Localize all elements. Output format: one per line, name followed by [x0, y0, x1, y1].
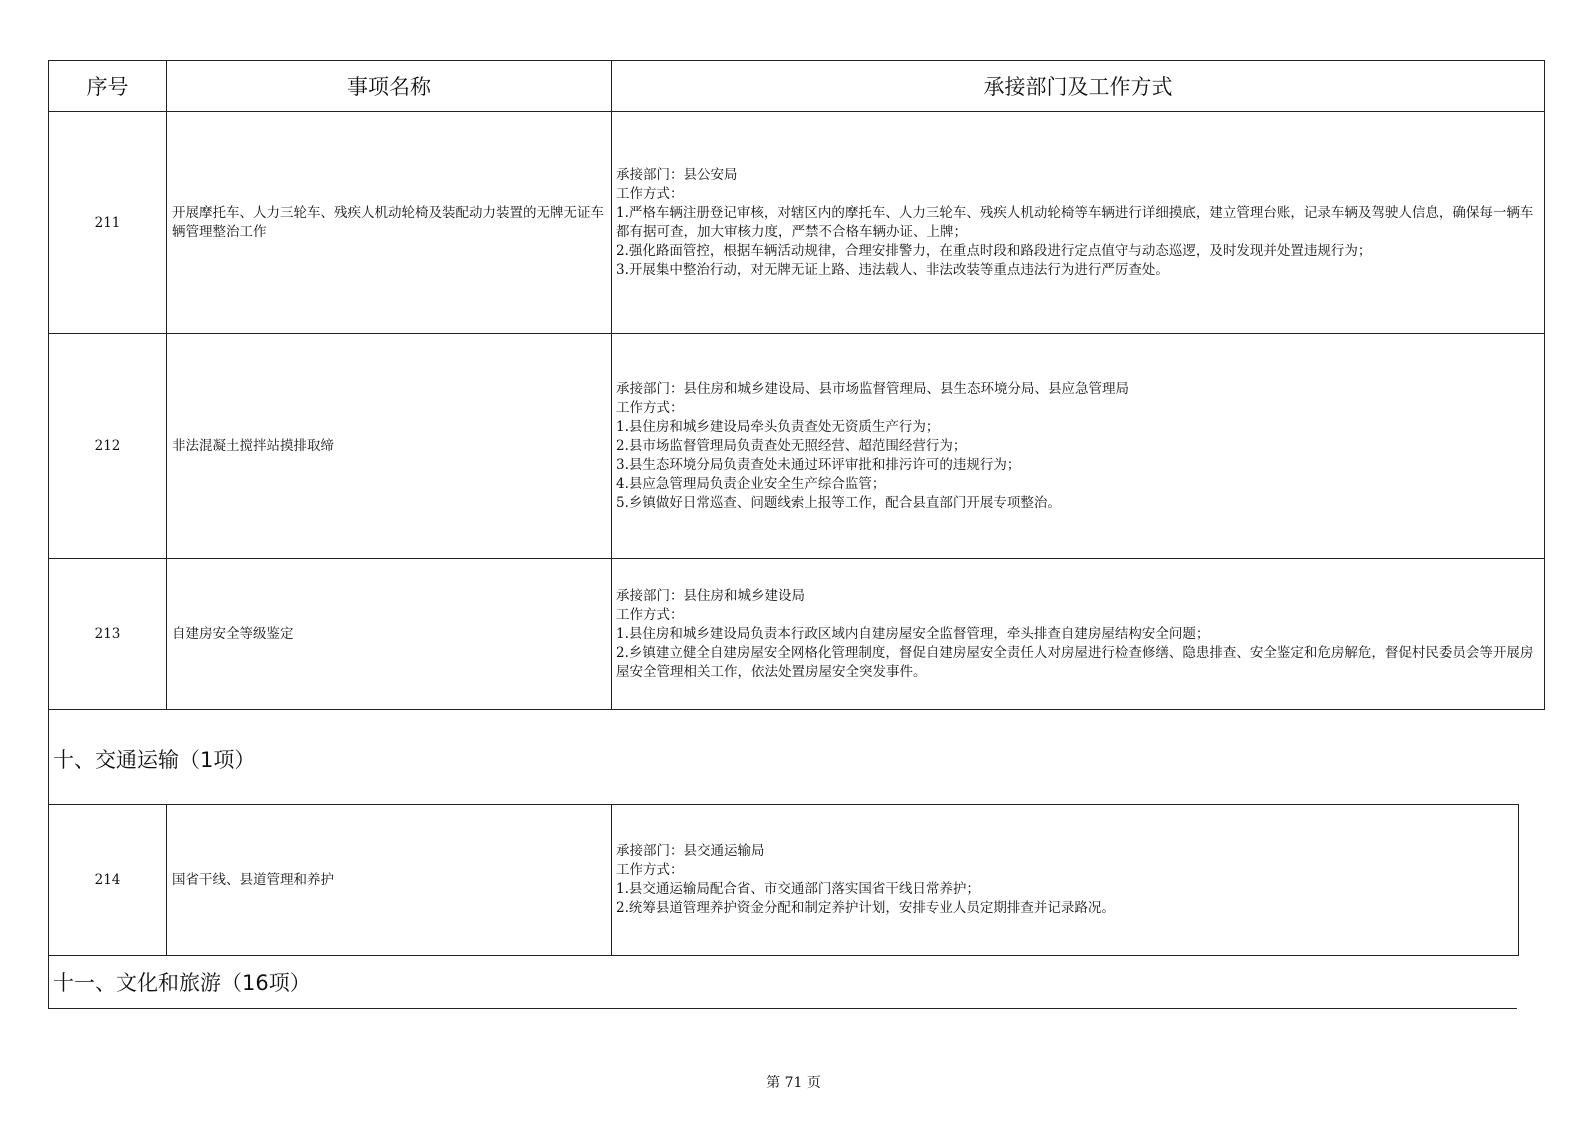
row-department-method: [612, 112, 1545, 334]
table-row: [49, 805, 1519, 956]
row-item-name: 开展摩托车、人力三轮车、残疾人机动轮椅及装配动力装置的无牌无证车辆管理整治工作: [167, 112, 612, 334]
row-department-method: [612, 805, 1519, 956]
method-line: 2.强化路面管控，根据车辆活动规律，合理安排警力，在重点时段和路段进行定点值守与动态巡逻，及时发现并处置违规行为；: [616, 242, 1372, 259]
section-title: 十、交通运输（1项）: [53, 748, 256, 772]
method-heading: 工作方式：: [616, 606, 684, 623]
method-line: 5.乡镇做好日常巡查、问题线索上报等工作，配合县直部门开展专项整治。: [616, 494, 1061, 511]
page-number: 第 71 页: [766, 1075, 821, 1091]
row-number: 213: [49, 559, 167, 710]
row-number: 211: [49, 112, 167, 334]
table-row: [49, 559, 1545, 710]
row-number: 214: [49, 805, 167, 956]
row-department-method: [612, 334, 1545, 559]
row-item-name: 非法混凝土搅拌站摸排取缔: [167, 334, 612, 559]
row-number: 212: [49, 334, 167, 559]
header-item-name: 事项名称: [167, 61, 612, 112]
method-line: 4.县应急管理局负责企业安全生产综合监管；: [616, 475, 886, 492]
method-line: 3.县生态环境分局负责查处未通过环评审批和排污许可的违规行为；: [616, 456, 1021, 473]
method-line: 3.开展集中整治行动，对无牌无证上路、违法载人、非法改装等重点违法行为进行严厉查处。: [616, 261, 1169, 278]
dept-line: 承接部门：县住房和城乡建设局、县市场监督管理局、县生态环境分局、县应急管理局: [616, 380, 1129, 397]
method-heading: 工作方式：: [616, 399, 684, 416]
dept-line: 承接部门：县住房和城乡建设局: [616, 587, 805, 604]
method-line: 1.县住房和城乡建设局牵头负责查处无资质生产行为；: [616, 418, 940, 435]
section-title: 十一、文化和旅游（16项）: [53, 971, 311, 995]
dept-line: 承接部门：县交通运输局: [616, 843, 765, 859]
row-item-name: 自建房安全等级鉴定: [167, 559, 612, 710]
row-item-name: 国省干线、县道管理和养护: [167, 805, 612, 956]
method-line: 1.严格车辆注册登记审核，对辖区内的摩托车、人力三轮车、残疾人机动轮椅等车辆进行详细摸底，建立管理台账，记录车辆及驾驶人信息，确保每一辆车都有据可查，加大审核力度，严禁不合格车辆办证、上牌；: [616, 204, 1534, 240]
main-table: [48, 60, 1544, 710]
header-serial-number: 序号: [49, 61, 167, 112]
row-department-method: [612, 559, 1545, 710]
header-department-method: 承接部门及工作方式: [612, 61, 1545, 112]
method-line: 1.县住房和城乡建设局负责本行政区域内自建房屋安全监督管理，牵头排查自建房屋结构安全问题；: [616, 625, 1210, 642]
transport-table: [48, 804, 1518, 956]
method-heading: 工作方式：: [616, 185, 684, 202]
section-heading-transport: [48, 708, 1517, 804]
method-line: 2.县市场监督管理局负责查处无照经营、超范围经营行为；: [616, 437, 967, 454]
method-heading: 工作方式：: [616, 862, 684, 878]
table-header-row: [49, 61, 1545, 112]
table-row: [49, 334, 1545, 559]
table-row: [49, 112, 1545, 334]
method-line: 1.县交通运输局配合省、市交通部门落实国省干线日常养护；: [616, 881, 980, 897]
method-line: 2.统筹县道管理养护资金分配和制定养护计划，安排专业人员定期排查并记录路况。: [616, 900, 1115, 916]
method-line: 2.乡镇建立健全自建房屋安全网格化管理制度，督促自建房屋安全责任人对房屋进行检查修缮、隐患排查、安全鉴定和危房解危，督促村民委员会等开展房屋安全管理相关工作，依法处置房屋安全突发事件。: [616, 644, 1534, 680]
dept-line: 承接部门：县公安局: [616, 166, 738, 183]
section-heading-culture-tourism: [48, 955, 1517, 1009]
